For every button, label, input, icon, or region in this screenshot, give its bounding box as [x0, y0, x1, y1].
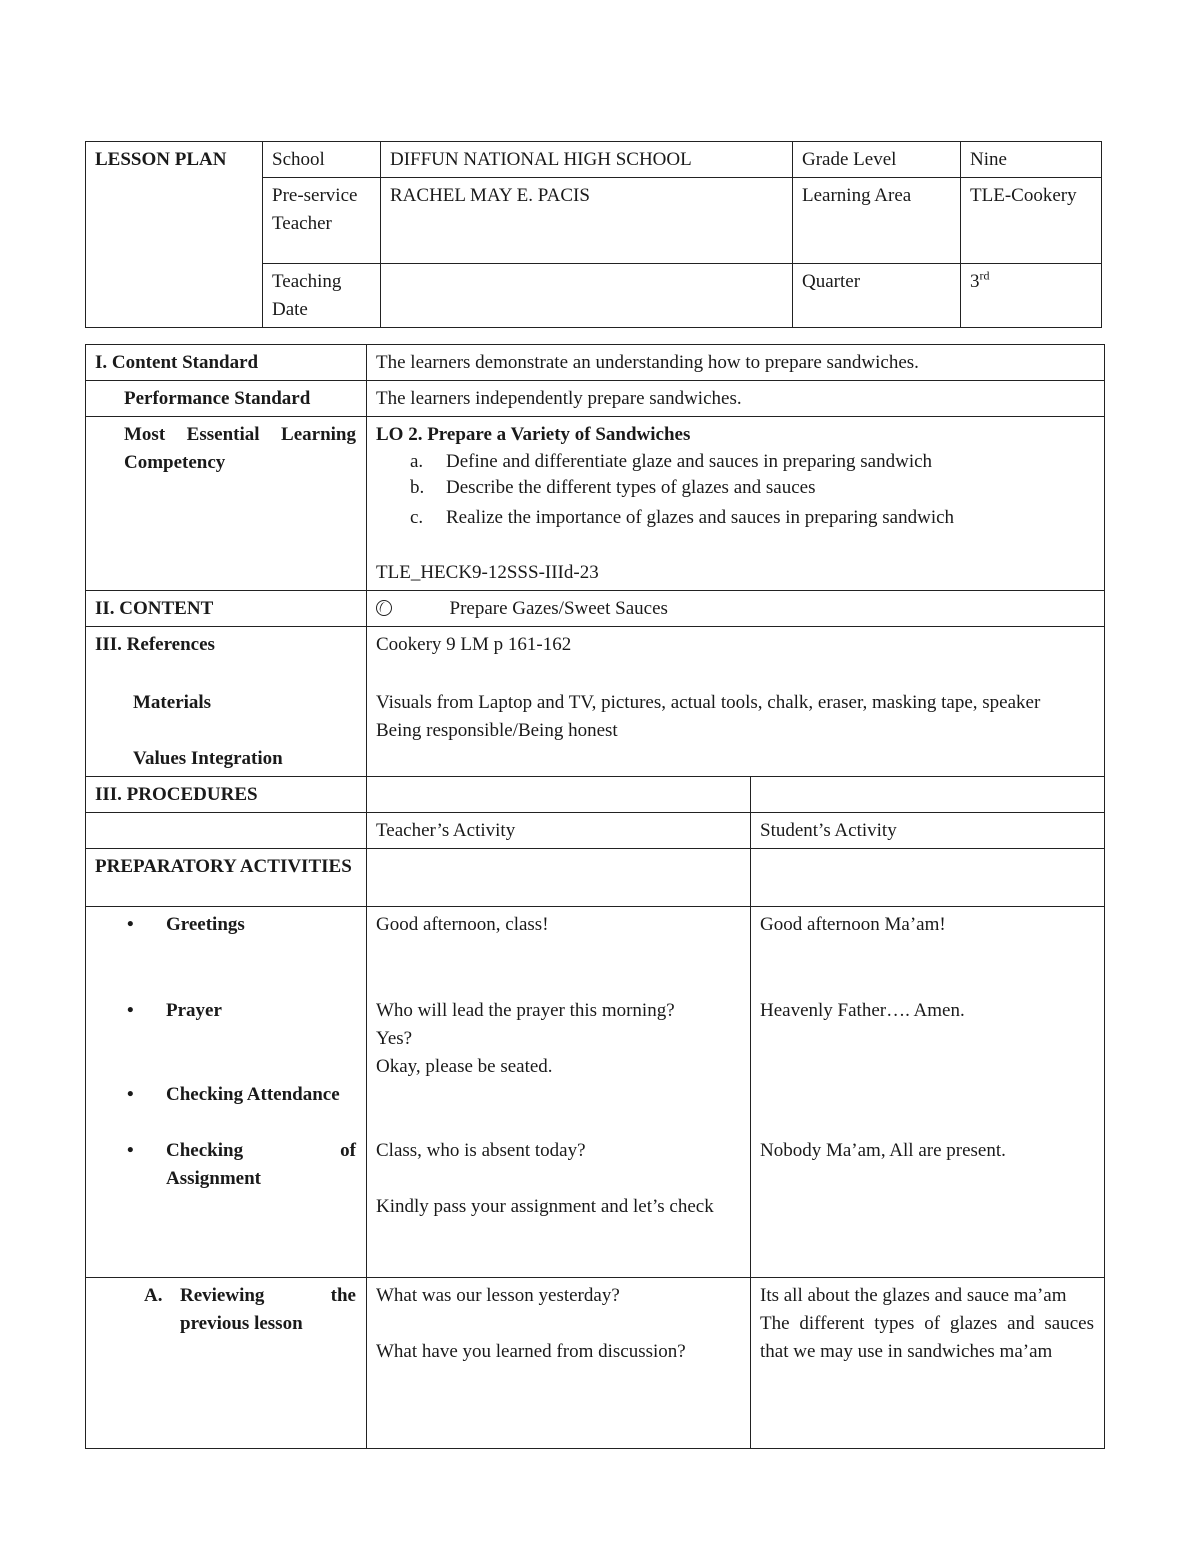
teacher-review-question-1: What was our lesson yesterday?	[376, 1285, 620, 1306]
competency-code: TLE_HECK9-12SSS-IIId-23	[376, 562, 599, 583]
student-review-cell	[751, 1278, 1105, 1449]
quarter-value	[961, 264, 1102, 328]
school-value: DIFFUN NATIONAL HIGH SCHOOL	[381, 142, 793, 178]
teaching-date-value	[381, 264, 793, 328]
materials-label: Materials	[133, 692, 212, 713]
lesson-plan-header-table	[85, 141, 1102, 328]
content-value: Prepare Gazes/Sweet Sauces	[449, 598, 668, 619]
learning-area-value: TLE-Cookery	[961, 178, 1102, 264]
empty-cell	[367, 849, 751, 907]
melc-content	[367, 417, 1105, 591]
empty-cell	[367, 777, 751, 813]
values-integration-label: Values Integration	[133, 748, 283, 769]
objectives-list	[376, 449, 1094, 531]
objective-item: a. Define and differentiate glaze and sauces in preparing sandwich	[410, 451, 933, 472]
empty-cell	[86, 813, 367, 849]
student-prayer: Heavenly Father…. Amen.	[760, 1000, 965, 1021]
content-label: II. CONTENT	[86, 591, 367, 627]
teacher-value: RACHEL MAY E. PACIS	[381, 178, 793, 264]
teacher-attendance: Class, who is absent today?	[376, 1140, 586, 1161]
performance-standard-value: The learners independently prepare sandwiches.	[367, 381, 1105, 417]
references-label-cell	[86, 627, 367, 777]
school-label: School	[263, 142, 381, 178]
objective-item: b. Describe the different types of glazes and sauces	[410, 477, 816, 498]
content-standard-value: The learners demonstrate an understanding how to prepare sandwiches.	[367, 345, 1105, 381]
content-standard-label: I. Content Standard	[86, 345, 367, 381]
review-label-cell	[86, 1278, 367, 1449]
teacher-greeting: Good afternoon, class!	[376, 914, 549, 935]
teacher-review-question-2: What have you learned from discussion?	[376, 1341, 686, 1362]
student-review-answer-1: Its all about the glazes and sauce ma’am	[760, 1285, 1067, 1306]
lesson-plan-title: LESSON PLAN	[86, 142, 263, 328]
student-preparatory-cell	[751, 907, 1105, 1278]
values-integration-value: Being responsible/Being honest	[376, 720, 618, 741]
checking-attendance-item: • Checking Attendance	[127, 1084, 340, 1105]
preparatory-items-cell	[86, 907, 367, 1278]
lesson-plan-body-table	[85, 344, 1105, 1449]
teacher-prayer-yes: Yes?	[376, 1028, 413, 1049]
teacher-activity-header: Teacher’s Activity	[367, 813, 751, 849]
checking-assignment-item: • Checking of Assignment	[127, 1140, 356, 1189]
student-review-answer-2: The different types of glazes and sauces that we may use in sandwiches ma’am	[760, 1313, 1094, 1362]
review-label: A. Reviewing the previous lesson	[144, 1285, 356, 1334]
objective-item: c. Realize the importance of glazes and sauces in preparing sandwich	[410, 507, 955, 528]
student-activity-header: Student’s Activity	[751, 813, 1105, 849]
references-label: III. References	[95, 634, 215, 655]
student-attendance: Nobody Ma’am, All are present.	[760, 1140, 1006, 1161]
prayer-item: • Prayer	[127, 1000, 222, 1021]
empty-cell	[751, 849, 1105, 907]
references-value: Cookery 9 LM p 161-162	[376, 634, 572, 655]
globe-icon	[376, 600, 392, 616]
melc-label: Most Essential Learning Competency	[86, 417, 367, 591]
lo-title: LO 2. Prepare a Variety of Sandwiches	[376, 424, 691, 445]
grade-level-value: Nine	[961, 142, 1102, 178]
quarter-label: Quarter	[793, 264, 961, 328]
teacher-review-cell	[367, 1278, 751, 1449]
quarter-number: 3	[970, 271, 980, 292]
teacher-assignment: Kindly pass your assignment and let’s check	[376, 1196, 714, 1217]
teacher-label: Pre-service Teacher	[263, 178, 381, 264]
quarter-suffix: rd	[979, 268, 990, 283]
content-value-cell	[367, 591, 1105, 627]
grade-level-label: Grade Level	[793, 142, 961, 178]
materials-value: Visuals from Laptop and TV, pictures, actual tools, chalk, eraser, masking tape, speaker	[376, 692, 1041, 713]
teacher-prayer-seated: Okay, please be seated.	[376, 1056, 553, 1077]
student-greeting: Good afternoon Ma’am!	[760, 914, 946, 935]
learning-area-label: Learning Area	[793, 178, 961, 264]
empty-cell	[751, 777, 1105, 813]
preparatory-activities-label: PREPARATORY ACTIVITIES	[86, 849, 367, 907]
references-value-cell	[367, 627, 1105, 777]
procedures-label: III. PROCEDURES	[86, 777, 367, 813]
teaching-date-label: Teaching Date	[263, 264, 381, 328]
greetings-item: • Greetings	[127, 914, 245, 935]
performance-standard-label: Performance Standard	[86, 381, 367, 417]
teacher-preparatory-cell	[367, 907, 751, 1278]
teacher-prayer-question: Who will lead the prayer this morning?	[376, 1000, 675, 1021]
